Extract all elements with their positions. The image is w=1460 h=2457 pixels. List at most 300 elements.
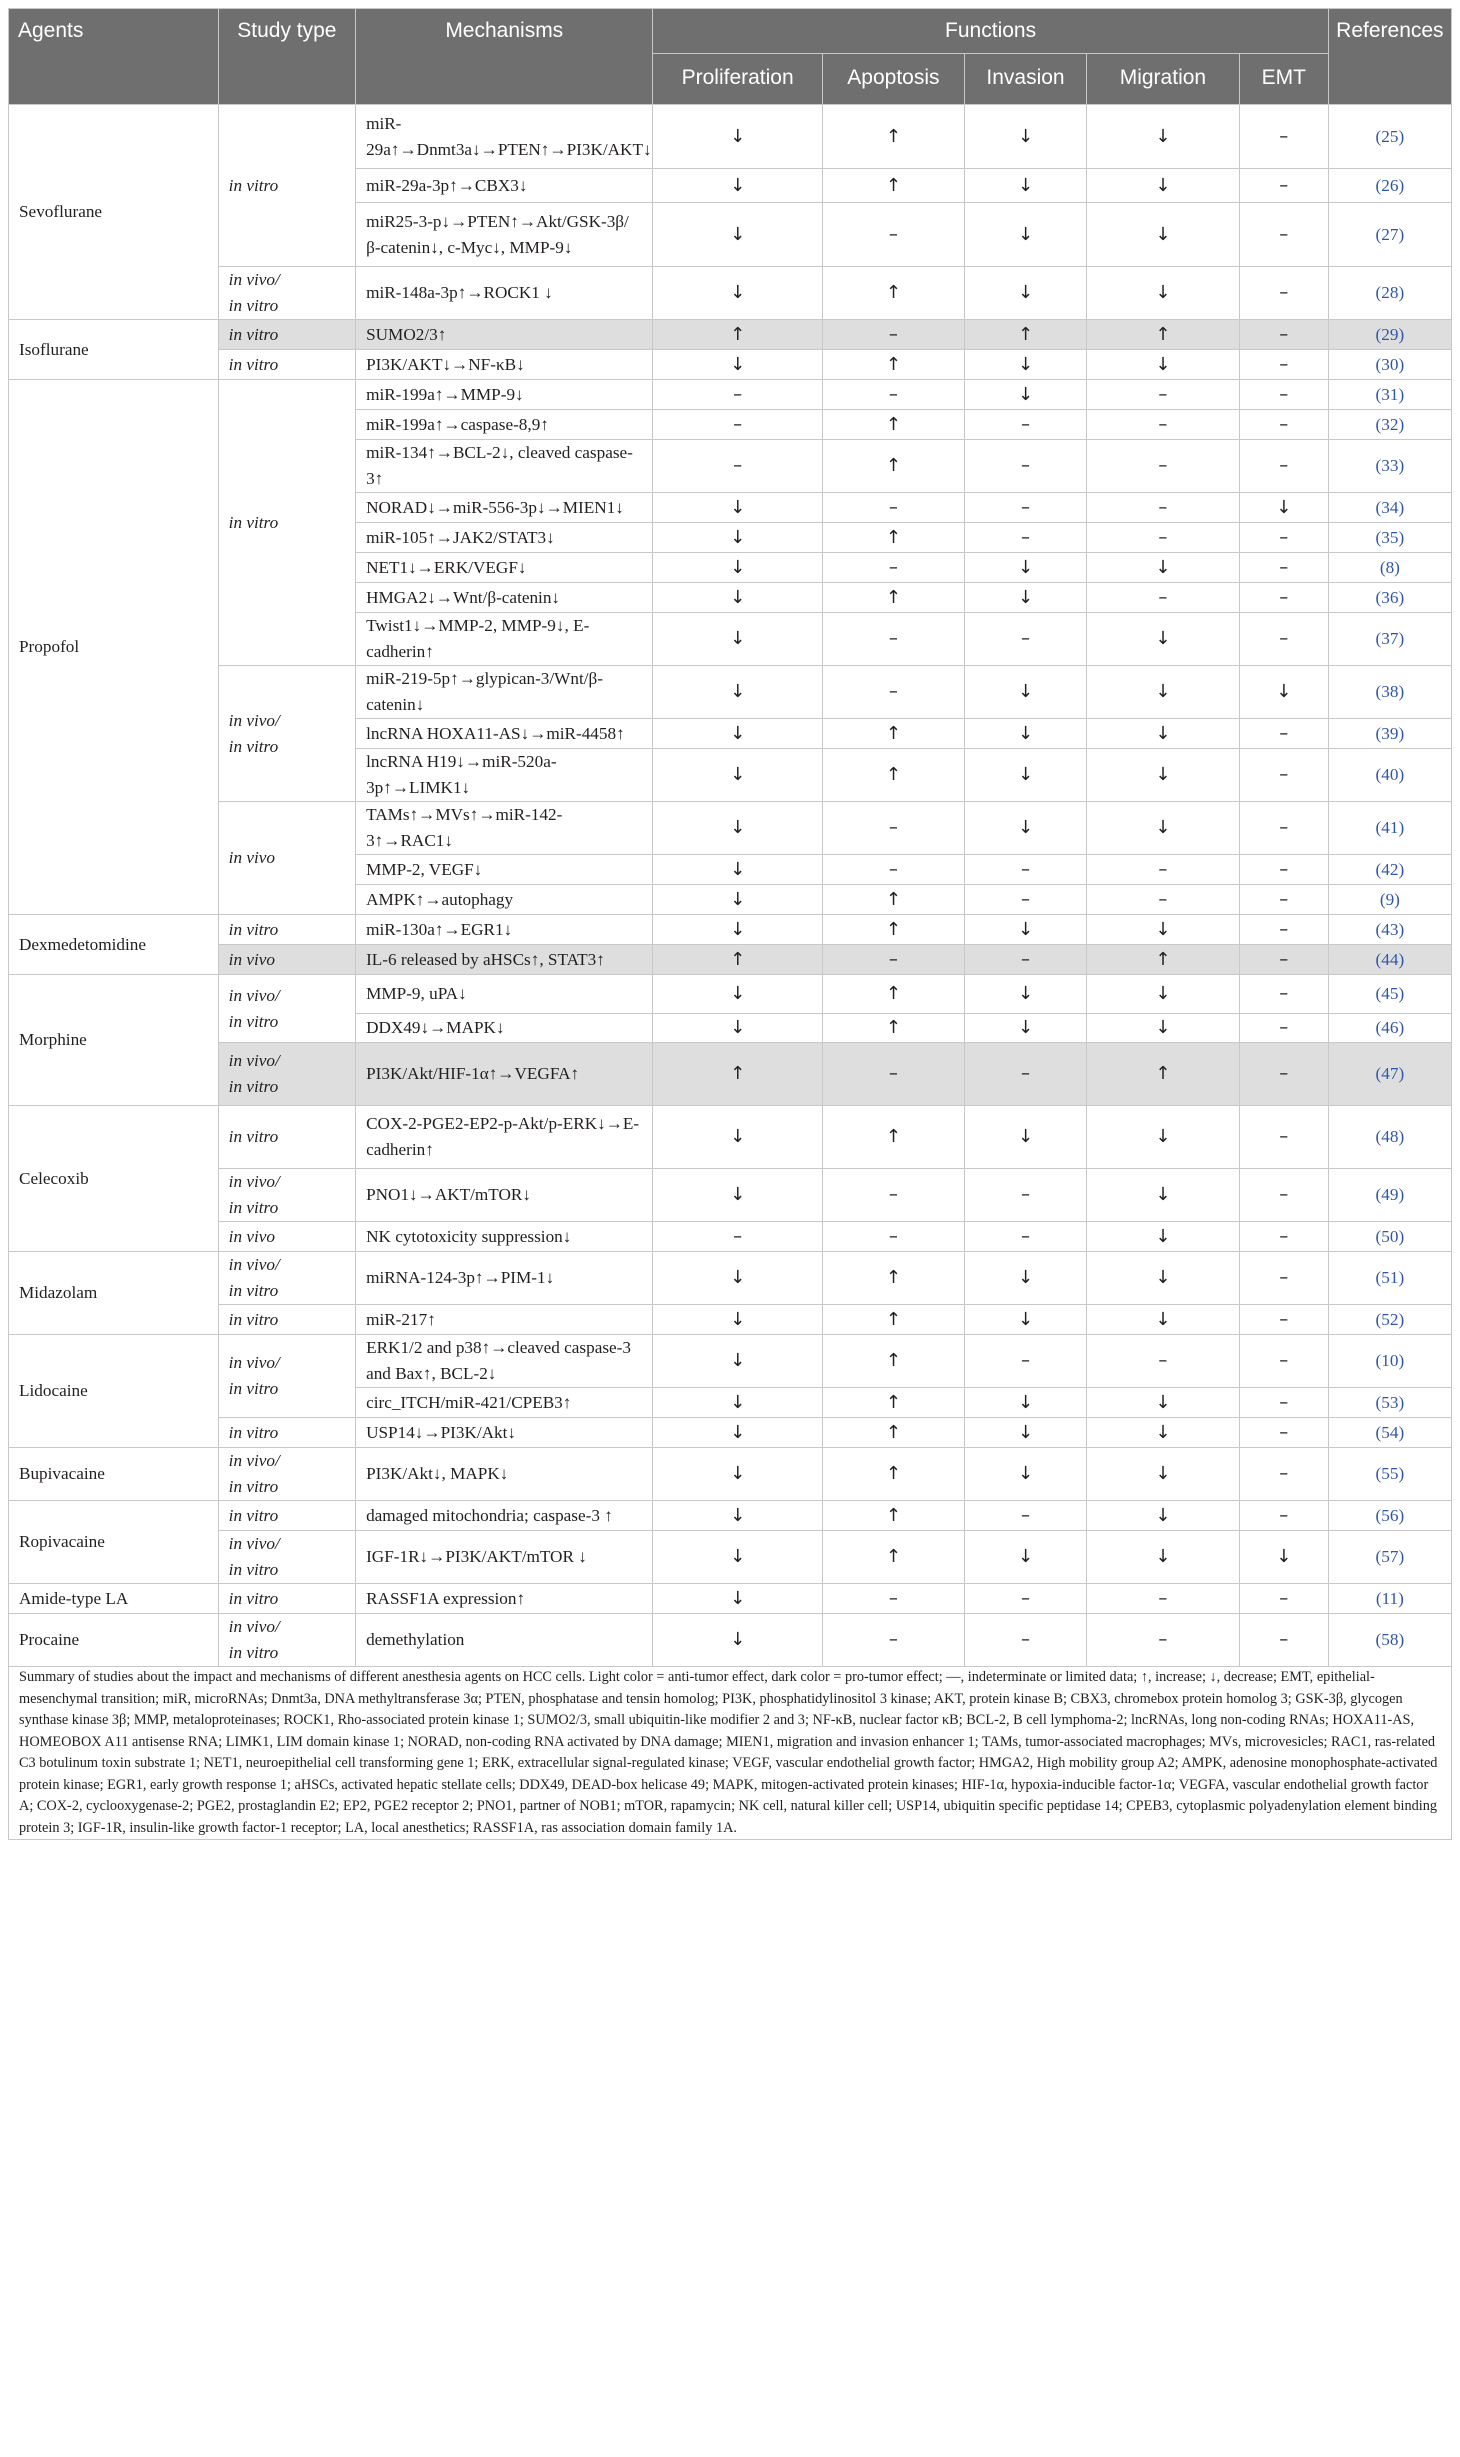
apoptosis-effect-cell: ↑ (822, 915, 964, 945)
apoptosis-effect-cell: – (822, 380, 964, 410)
invasion-effect-cell: ↓ (964, 1014, 1086, 1043)
reference-link[interactable]: (52) (1328, 1305, 1451, 1335)
mechanism-cell: NET1↓→ERK/VEGF↓ (356, 553, 653, 583)
reference-link[interactable]: (58) (1328, 1614, 1451, 1667)
mechanism-cell: miR-29a-3p↑→CBX3↓ (356, 169, 653, 203)
invasion-effect-cell: – (964, 1501, 1086, 1531)
reference-link[interactable]: (37) (1328, 613, 1451, 666)
table-row (9, 1106, 1452, 1169)
invasion-effect-cell: ↓ (964, 203, 1086, 267)
proliferation-effect-cell: ↓ (653, 1388, 822, 1418)
proliferation-effect-cell: ↑ (653, 320, 822, 350)
proliferation-effect-cell: ↓ (653, 1584, 822, 1614)
study-type-line: in vivo/ (228, 270, 280, 289)
migration-effect-cell: ↑ (1087, 1043, 1240, 1106)
emt-effect-cell: – (1239, 440, 1328, 493)
mechanism-cell: DDX49↓→MAPK↓ (356, 1014, 653, 1043)
agent-cell: Propofol (9, 380, 219, 915)
proliferation-effect-cell: – (653, 1222, 822, 1252)
proliferation-effect-cell: ↓ (653, 855, 822, 885)
reference-link[interactable]: (25) (1328, 105, 1451, 169)
proliferation-effect-cell: ↑ (653, 1043, 822, 1106)
apoptosis-effect-cell: ↑ (822, 410, 964, 440)
reference-link[interactable]: (11) (1328, 1584, 1451, 1614)
header-references: References (1328, 9, 1451, 105)
migration-effect-cell: ↑ (1087, 945, 1240, 975)
migration-effect-cell: ↓ (1087, 203, 1240, 267)
table-row (9, 1418, 1452, 1448)
table-row (9, 1305, 1452, 1335)
study-type-line: in vivo/ (228, 1534, 280, 1553)
invasion-effect-cell: – (964, 523, 1086, 553)
mechanism-cell: miR-134↑→BCL-2↓, cleaved caspase-3↑ (356, 440, 653, 493)
emt-effect-cell: ↓ (1239, 666, 1328, 719)
proliferation-effect-cell: ↓ (653, 350, 822, 380)
invasion-effect-cell: ↓ (964, 1531, 1086, 1584)
mechanism-cell: lncRNA HOXA11-AS↓→miR-4458↑ (356, 719, 653, 749)
invasion-effect-cell: ↓ (964, 719, 1086, 749)
reference-link[interactable]: (27) (1328, 203, 1451, 267)
migration-effect-cell: ↓ (1087, 267, 1240, 320)
reference-link[interactable]: (47) (1328, 1043, 1451, 1106)
reference-link[interactable]: (46) (1328, 1014, 1451, 1043)
invasion-effect-cell: ↓ (964, 1252, 1086, 1305)
reference-link[interactable]: (28) (1328, 267, 1451, 320)
migration-effect-cell: – (1087, 885, 1240, 915)
invasion-effect-cell: – (964, 410, 1086, 440)
migration-effect-cell: – (1087, 1584, 1240, 1614)
table-row (9, 105, 1452, 169)
emt-effect-cell: – (1239, 1335, 1328, 1388)
emt-effect-cell: – (1239, 945, 1328, 975)
apoptosis-effect-cell: – (822, 553, 964, 583)
emt-effect-cell: – (1239, 1043, 1328, 1106)
header-study-type: Study type (218, 9, 355, 105)
reference-link[interactable]: (35) (1328, 523, 1451, 553)
mechanism-cell: COX-2-PGE2-EP2-p-Akt/p-ERK↓→E-cadherin↑ (356, 1106, 653, 1169)
reference-link[interactable]: (8) (1328, 553, 1451, 583)
mechanism-cell: NORAD↓→miR-556-3p↓→MIEN1↓ (356, 493, 653, 523)
invasion-effect-cell: – (964, 493, 1086, 523)
emt-effect-cell: – (1239, 802, 1328, 855)
proliferation-effect-cell: ↓ (653, 169, 822, 203)
migration-effect-cell: – (1087, 523, 1240, 553)
study-type-cell (218, 1335, 355, 1418)
proliferation-effect-cell: ↓ (653, 105, 822, 169)
reference-link[interactable]: (30) (1328, 350, 1451, 380)
apoptosis-effect-cell: ↑ (822, 1252, 964, 1305)
table-row (9, 1448, 1452, 1501)
apoptosis-effect-cell: – (822, 1043, 964, 1106)
mechanism-cell: circ_ITCH/miR-421/CPEB3↑ (356, 1388, 653, 1418)
emt-effect-cell: – (1239, 1388, 1328, 1418)
study-type-cell (218, 1531, 355, 1584)
study-type-line: in vivo/ (228, 1617, 280, 1636)
study-type-cell: in vitro (218, 1584, 355, 1614)
study-type-line: in vitro (228, 1379, 279, 1398)
emt-effect-cell: – (1239, 553, 1328, 583)
mechanism-cell: TAMs↑→MVs↑→miR-142-3↑→RAC1↓ (356, 802, 653, 855)
invasion-effect-cell: – (964, 1043, 1086, 1106)
proliferation-effect-cell: ↓ (653, 613, 822, 666)
study-type-line: in vitro (228, 1560, 279, 1579)
migration-effect-cell: – (1087, 410, 1240, 440)
header-emt: EMT (1239, 54, 1328, 105)
study-type-cell (218, 1252, 355, 1305)
header-functions: Functions (653, 9, 1328, 54)
mechanism-cell: miR-199a↑→caspase-8,9↑ (356, 410, 653, 440)
apoptosis-effect-cell: – (822, 855, 964, 885)
migration-effect-cell: ↓ (1087, 719, 1240, 749)
apoptosis-effect-cell: ↑ (822, 583, 964, 613)
apoptosis-effect-cell: – (822, 203, 964, 267)
emt-effect-cell: – (1239, 749, 1328, 802)
apoptosis-effect-cell: ↑ (822, 1388, 964, 1418)
migration-effect-cell: ↓ (1087, 802, 1240, 855)
migration-effect-cell: ↓ (1087, 169, 1240, 203)
reference-link[interactable]: (54) (1328, 1418, 1451, 1448)
migration-effect-cell: ↓ (1087, 1252, 1240, 1305)
table-row (9, 1614, 1452, 1667)
header-apoptosis: Apoptosis (822, 54, 964, 105)
emt-effect-cell: – (1239, 915, 1328, 945)
header-migration: Migration (1087, 54, 1240, 105)
study-type-cell: in vitro (218, 1106, 355, 1169)
invasion-effect-cell: ↓ (964, 1448, 1086, 1501)
reference-link[interactable]: (10) (1328, 1335, 1451, 1388)
study-type-line: in vitro (228, 1011, 279, 1031)
invasion-effect-cell: ↓ (964, 1106, 1086, 1169)
invasion-effect-cell: ↓ (964, 267, 1086, 320)
emt-effect-cell: – (1239, 1106, 1328, 1169)
agent-cell: Lidocaine (9, 1335, 219, 1448)
migration-effect-cell: ↓ (1087, 1501, 1240, 1531)
apoptosis-effect-cell: ↑ (822, 1335, 964, 1388)
emt-effect-cell: – (1239, 1448, 1328, 1501)
mechanism-cell: USP14↓→PI3K/Akt↓ (356, 1418, 653, 1448)
emt-effect-cell: – (1239, 380, 1328, 410)
apoptosis-effect-cell: ↑ (822, 1014, 964, 1043)
hcc-anesthesia-table (8, 8, 1452, 1840)
migration-effect-cell: – (1087, 583, 1240, 613)
proliferation-effect-cell: ↓ (653, 1106, 822, 1169)
emt-effect-cell: – (1239, 105, 1328, 169)
invasion-effect-cell: – (964, 945, 1086, 975)
proliferation-effect-cell: – (653, 440, 822, 493)
emt-effect-cell: – (1239, 583, 1328, 613)
proliferation-effect-cell: ↓ (653, 1531, 822, 1584)
table-footnote: Summary of studies about the impact and mechanisms of different anesthesia agents on HCC cells. Light color = anti-tumor effect, dark color = pro-tumor effect; —, indeterminate or limited data; ↑, increase; ↓, decrease; EMT, epithelial-mesenchymal transition; miR, microRNAs; Dnmt3a, DNA methyltransferase 3α; PTEN, phosphatase and tensin homolog; PI3K, phosphatidylinositol 3 kinase; AKT, protein kinase B; CBX3, chromebox protein homolog 3; GSK-3β, glycogen synthase kinase 3β; MMP, metaloproteinases; ROCK1, Rho-associated protein kinase 1; SUMO2/3, small ubiquitin-like modifier 2 and 3; NF-κB, nuclear factor κB; BCL-2, B cell lymphoma-2; lncRNAs, long non-coding RNAs; HOXA11-AS, HOMEOBOX A11 antisense RNA; LIMK1, LIM domain kinase 1; NORAD, non-coding RNA activated by DNA damage; MIEN1, migration and invasion enhancer 1; TAMs, tumor-associated macrophages; MVs, microvesicles; RAC1, ras-related C3 botulinum toxin substrate 1; NET1, neuroepithelial cell transforming gene 1; ERK, extracellular signal-regulated kinase; VEGF, vascular endothelial growth factor; HMGA2, High mobility group A2; AMPK, adenosine monophosphate-activated protein kinase; EGR1, early growth response 1; aHSCs, activated hepatic stellate cells; DDX49, DEAD-box helicase 49; MAPK, mitogen-activated protein kinases; HIF-1α, hypoxia-inducible factor-1α; VEGFA, vascular endothelial growth factor A; COX-2, cyclooxygenase-2; PGE2, prostaglandin E2; EP2, PGE2 receptor 2; PNO1, partner of NOB1; mTOR, rapamycin; NK cell, natural killer cell; USP14, ubiquitin specific peptidase 14; CPEB3, cytoplasmic polyadenylation element binding protein 3; IGF-1R, insulin-like growth factor-1 receptor; LA, local anesthetics; RASSF1A, ras association domain family 1A. (9, 1667, 1452, 1840)
emt-effect-cell: – (1239, 885, 1328, 915)
proliferation-effect-cell: ↑ (653, 945, 822, 975)
proliferation-effect-cell: ↓ (653, 1418, 822, 1448)
study-type-line: in vitro (228, 1281, 279, 1300)
table-row (9, 666, 1452, 719)
proliferation-effect-cell: ↓ (653, 1305, 822, 1335)
reference-link[interactable]: (31) (1328, 380, 1451, 410)
study-type-cell: in vitro (218, 915, 355, 945)
agent-cell: Sevoflurane (9, 105, 219, 320)
emt-effect-cell: – (1239, 523, 1328, 553)
proliferation-effect-cell: ↓ (653, 493, 822, 523)
study-type-cell (218, 1169, 355, 1222)
study-type-cell: in vitro (218, 320, 355, 350)
table-row (9, 1584, 1452, 1614)
emt-effect-cell: – (1239, 410, 1328, 440)
mechanism-cell: IGF-1R↓→PI3K/AKT/mTOR ↓ (356, 1531, 653, 1584)
invasion-effect-cell: ↓ (964, 583, 1086, 613)
study-type-cell (218, 975, 355, 1043)
emt-effect-cell: – (1239, 1014, 1328, 1043)
emt-effect-cell: – (1239, 169, 1328, 203)
migration-effect-cell: – (1087, 493, 1240, 523)
reference-link[interactable]: (38) (1328, 666, 1451, 719)
invasion-effect-cell: – (964, 885, 1086, 915)
proliferation-effect-cell: ↓ (653, 203, 822, 267)
mechanism-cell: IL-6 released by aHSCs↑, STAT3↑ (356, 945, 653, 975)
mechanism-cell: NK cytotoxicity suppression↓ (356, 1222, 653, 1252)
proliferation-effect-cell: ↓ (653, 749, 822, 802)
emt-effect-cell: – (1239, 320, 1328, 350)
table-row (9, 1531, 1452, 1584)
migration-effect-cell: ↓ (1087, 350, 1240, 380)
apoptosis-effect-cell: ↑ (822, 523, 964, 553)
emt-effect-cell: – (1239, 1584, 1328, 1614)
study-type-cell (218, 1448, 355, 1501)
reference-link[interactable]: (43) (1328, 915, 1451, 945)
reference-link[interactable]: (32) (1328, 410, 1451, 440)
study-type-cell: in vitro (218, 350, 355, 380)
table-row (9, 945, 1452, 975)
mechanism-cell: PI3K/Akt/HIF-1α↑→VEGFA↑ (356, 1043, 653, 1106)
agent-cell: Ropivacaine (9, 1501, 219, 1584)
invasion-effect-cell: ↓ (964, 350, 1086, 380)
proliferation-effect-cell: ↓ (653, 267, 822, 320)
apoptosis-effect-cell: ↑ (822, 1448, 964, 1501)
mechanism-cell: PNO1↓→AKT/mTOR↓ (356, 1169, 653, 1222)
invasion-effect-cell: ↓ (964, 666, 1086, 719)
table-row (9, 1043, 1452, 1106)
study-type-cell: in vitro (218, 1501, 355, 1531)
migration-effect-cell: ↓ (1087, 975, 1240, 1014)
migration-effect-cell: ↓ (1087, 1106, 1240, 1169)
apoptosis-effect-cell: ↑ (822, 267, 964, 320)
migration-effect-cell: – (1087, 855, 1240, 885)
mechanism-cell: lncRNA H19↓→miR-520a-3p↑→LIMK1↓ (356, 749, 653, 802)
mechanism-cell: PI3K/Akt↓, MAPK↓ (356, 1448, 653, 1501)
proliferation-effect-cell: ↓ (653, 719, 822, 749)
apoptosis-effect-cell: – (822, 1584, 964, 1614)
reference-link[interactable]: (42) (1328, 855, 1451, 885)
header-invasion: Invasion (964, 54, 1086, 105)
reference-link[interactable]: (40) (1328, 749, 1451, 802)
reference-link[interactable]: (9) (1328, 885, 1451, 915)
emt-effect-cell: – (1239, 350, 1328, 380)
agent-cell: Amide-type LA (9, 1584, 219, 1614)
emt-effect-cell: – (1239, 203, 1328, 267)
reference-link[interactable]: (29) (1328, 320, 1451, 350)
agent-cell: Bupivacaine (9, 1448, 219, 1501)
table-row (9, 350, 1452, 380)
proliferation-effect-cell: ↓ (653, 1335, 822, 1388)
agent-cell: Procaine (9, 1614, 219, 1667)
emt-effect-cell: ↓ (1239, 1531, 1328, 1584)
mechanism-cell: miR-219-5p↑→glypican-3/Wnt/β-catenin↓ (356, 666, 653, 719)
migration-effect-cell: ↓ (1087, 1388, 1240, 1418)
apoptosis-effect-cell: ↑ (822, 105, 964, 169)
invasion-effect-cell: ↓ (964, 105, 1086, 169)
emt-effect-cell: – (1239, 1501, 1328, 1531)
invasion-effect-cell: ↓ (964, 975, 1086, 1014)
header-agents: Agents (9, 9, 219, 105)
mechanism-cell: miRNA-124-3p↑→PIM-1↓ (356, 1252, 653, 1305)
proliferation-effect-cell: ↓ (653, 1448, 822, 1501)
mechanism-cell: AMPK↑→autophagy (356, 885, 653, 915)
proliferation-effect-cell: ↓ (653, 802, 822, 855)
migration-effect-cell: – (1087, 380, 1240, 410)
migration-effect-cell: ↓ (1087, 1305, 1240, 1335)
study-type-line: in vitro (228, 1077, 279, 1096)
apoptosis-effect-cell: ↑ (822, 749, 964, 802)
study-type-line: in vivo/ (228, 1172, 280, 1191)
table-row (9, 1335, 1452, 1388)
mechanism-cell: miR-217↑ (356, 1305, 653, 1335)
mechanism-cell: demethylation (356, 1614, 653, 1667)
apoptosis-effect-cell: – (822, 320, 964, 350)
apoptosis-effect-cell: – (822, 1169, 964, 1222)
invasion-effect-cell: ↓ (964, 1305, 1086, 1335)
mechanism-cell: HMGA2↓→Wnt/β-catenin↓ (356, 583, 653, 613)
reference-link[interactable]: (44) (1328, 945, 1451, 975)
invasion-effect-cell: ↓ (964, 749, 1086, 802)
study-type-line: in vitro (228, 1477, 279, 1496)
invasion-effect-cell: – (964, 1222, 1086, 1252)
reference-link[interactable]: (51) (1328, 1252, 1451, 1305)
reference-link[interactable]: (36) (1328, 583, 1451, 613)
apoptosis-effect-cell: ↑ (822, 1531, 964, 1584)
invasion-effect-cell: ↓ (964, 1418, 1086, 1448)
proliferation-effect-cell: ↓ (653, 915, 822, 945)
reference-link[interactable]: (50) (1328, 1222, 1451, 1252)
emt-effect-cell: – (1239, 975, 1328, 1014)
apoptosis-effect-cell: – (822, 666, 964, 719)
apoptosis-effect-cell: ↑ (822, 440, 964, 493)
apoptosis-effect-cell: ↑ (822, 719, 964, 749)
emt-effect-cell: – (1239, 719, 1328, 749)
apoptosis-effect-cell: ↑ (822, 885, 964, 915)
table-row (9, 380, 1452, 410)
study-type-line: in vitro (228, 296, 279, 315)
study-type-cell (218, 1043, 355, 1106)
study-type-cell: in vitro (218, 1305, 355, 1335)
agent-cell: Isoflurane (9, 320, 219, 380)
reference-link[interactable]: (39) (1328, 719, 1451, 749)
migration-effect-cell: ↓ (1087, 1531, 1240, 1584)
reference-link[interactable]: (49) (1328, 1169, 1451, 1222)
study-type-line: in vivo/ (228, 1353, 280, 1372)
migration-effect-cell: ↓ (1087, 1222, 1240, 1252)
proliferation-effect-cell: ↓ (653, 975, 822, 1014)
emt-effect-cell: – (1239, 613, 1328, 666)
mechanism-cell: miR-148a-3p↑→ROCK1 ↓ (356, 267, 653, 320)
mechanism-cell: miR-130a↑→EGR1↓ (356, 915, 653, 945)
migration-effect-cell: ↓ (1087, 553, 1240, 583)
table-row (9, 267, 1452, 320)
reference-link[interactable]: (55) (1328, 1448, 1451, 1501)
study-type-cell (218, 666, 355, 802)
migration-effect-cell: – (1087, 440, 1240, 493)
reference-link[interactable]: (34) (1328, 493, 1451, 523)
migration-effect-cell: ↓ (1087, 105, 1240, 169)
table-row (9, 915, 1452, 945)
apoptosis-effect-cell: ↑ (822, 350, 964, 380)
invasion-effect-cell: ↓ (964, 169, 1086, 203)
migration-effect-cell: – (1087, 1614, 1240, 1667)
proliferation-effect-cell: ↓ (653, 1614, 822, 1667)
agent-cell: Celecoxib (9, 1106, 219, 1252)
invasion-effect-cell: – (964, 440, 1086, 493)
emt-effect-cell: – (1239, 1252, 1328, 1305)
proliferation-effect-cell: ↓ (653, 666, 822, 719)
invasion-effect-cell: – (964, 1169, 1086, 1222)
reference-link[interactable]: (45) (1328, 975, 1451, 1014)
study-type-cell: in vivo (218, 1222, 355, 1252)
reference-link[interactable]: (26) (1328, 169, 1451, 203)
reference-link[interactable]: (33) (1328, 440, 1451, 493)
reference-link[interactable]: (56) (1328, 1501, 1451, 1531)
invasion-effect-cell: ↓ (964, 553, 1086, 583)
table-row (9, 1501, 1452, 1531)
proliferation-effect-cell: ↓ (653, 553, 822, 583)
table-row (9, 1252, 1452, 1305)
migration-effect-cell: ↓ (1087, 1418, 1240, 1448)
emt-effect-cell: – (1239, 1222, 1328, 1252)
footnote-row (9, 1667, 1452, 1840)
agent-cell: Dexmedetomidine (9, 915, 219, 975)
apoptosis-effect-cell: ↑ (822, 1418, 964, 1448)
study-type-line: in vitro (228, 1198, 279, 1217)
apoptosis-effect-cell: ↑ (822, 169, 964, 203)
study-type-cell: in vivo (218, 945, 355, 975)
proliferation-effect-cell: ↓ (653, 1252, 822, 1305)
mechanism-cell: RASSF1A expression↑ (356, 1584, 653, 1614)
reference-link[interactable]: (41) (1328, 802, 1451, 855)
mechanism-cell: MMP-2, VEGF↓ (356, 855, 653, 885)
mechanism-cell: miR-29a↑→Dnmt3a↓→PTEN↑→PI3K/AKT↓ (356, 105, 653, 169)
mechanism-cell: miR-105↑→JAK2/STAT3↓ (356, 523, 653, 553)
reference-link[interactable]: (53) (1328, 1388, 1451, 1418)
reference-link[interactable]: (48) (1328, 1106, 1451, 1169)
migration-effect-cell: ↓ (1087, 1169, 1240, 1222)
apoptosis-effect-cell: – (822, 945, 964, 975)
emt-effect-cell: – (1239, 1305, 1328, 1335)
table-row (9, 975, 1452, 1014)
invasion-effect-cell: ↓ (964, 1388, 1086, 1418)
migration-effect-cell: ↓ (1087, 1448, 1240, 1501)
emt-effect-cell: ↓ (1239, 493, 1328, 523)
reference-link[interactable]: (57) (1328, 1531, 1451, 1584)
emt-effect-cell: – (1239, 855, 1328, 885)
proliferation-effect-cell: ↓ (653, 885, 822, 915)
study-type-cell: in vitro (218, 105, 355, 267)
invasion-effect-cell: – (964, 855, 1086, 885)
migration-effect-cell: ↓ (1087, 613, 1240, 666)
migration-effect-cell: ↓ (1087, 915, 1240, 945)
migration-effect-cell: – (1087, 1335, 1240, 1388)
apoptosis-effect-cell: ↑ (822, 1501, 964, 1531)
mechanism-cell: PI3K/AKT↓→NF-κB↓ (356, 350, 653, 380)
invasion-effect-cell: ↓ (964, 802, 1086, 855)
